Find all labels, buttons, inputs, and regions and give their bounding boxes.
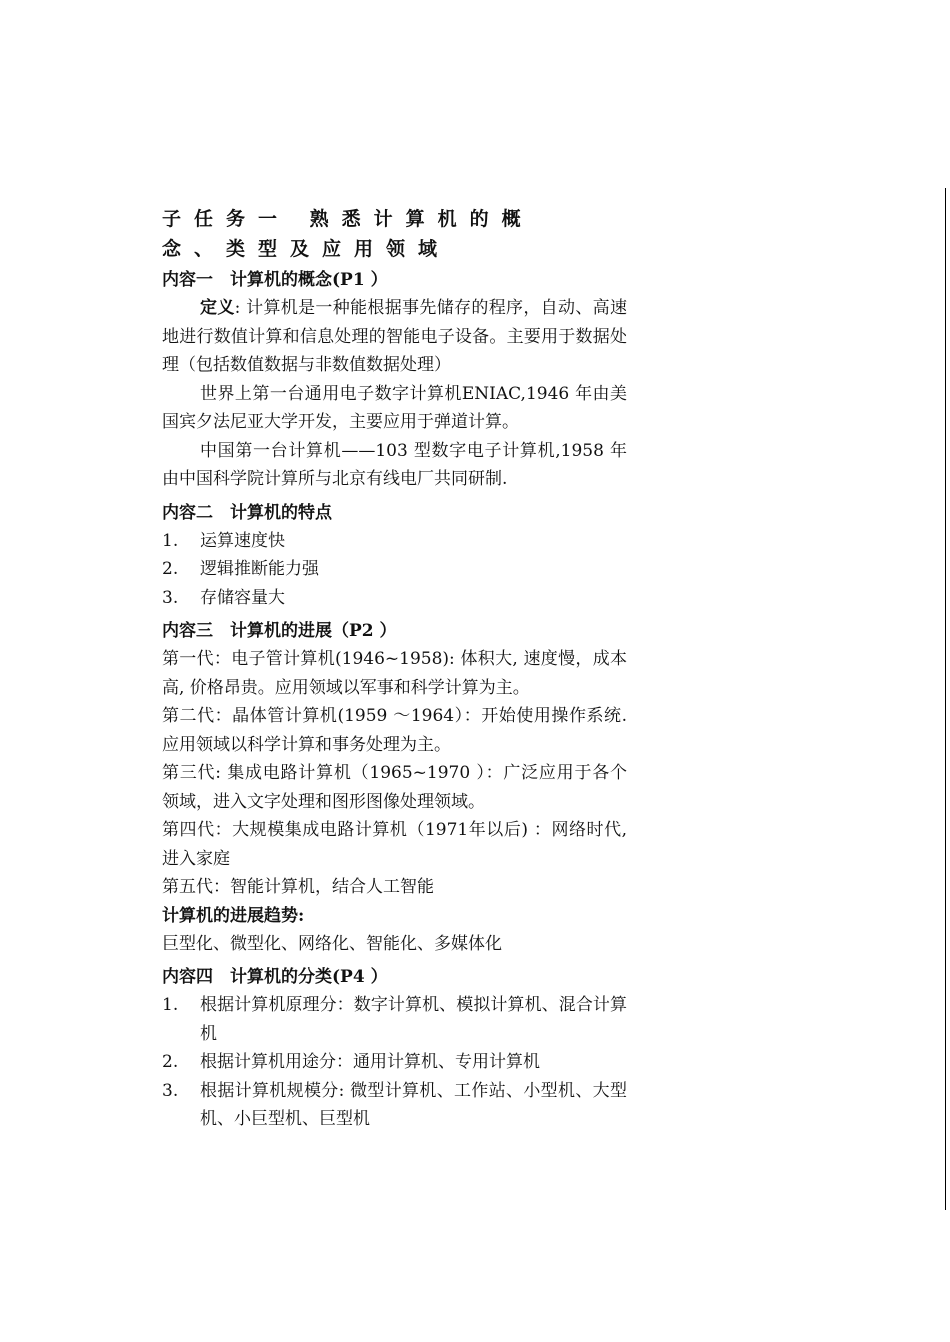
eniac-paragraph: 世界上第一台通用电子数字计算机ENIAC,1946 年由美国宾夕法尼亚大学开发，主要应用于弹道计算。 xyxy=(162,383,627,432)
section-4-heading: 内容四 计算机的分类(P4 ） xyxy=(162,967,388,987)
page-edge-line xyxy=(945,188,946,1210)
list-item-text: 根据计算机规模分: 微型计算机、工作站、小型机、大型机、小巨型机、巨型机 xyxy=(200,1080,627,1129)
title-line-2: 念、类型及应用领域 xyxy=(162,238,451,260)
list-item-text: 根据计算机用途分：通用计算机、专用计算机 xyxy=(200,1052,540,1072)
list-item xyxy=(162,584,627,613)
list-item-number: 2. xyxy=(162,1052,179,1072)
list-item xyxy=(162,1048,627,1077)
list-item xyxy=(162,991,627,1048)
generation-4-paragraph: 第四代：大规模集成电路计算机（1971年以后) ：网络时代, 进入家庭 xyxy=(162,820,627,869)
list-item xyxy=(162,527,627,556)
definition-label: 定义 xyxy=(200,298,235,318)
list-item-number: 3. xyxy=(162,587,179,608)
list-item-number: 1. xyxy=(162,530,179,551)
generation-2-paragraph: 第二代：晶体管计算机(1959 ～1964）：开始使用操作系统. 应用领域以科学计算和事务处理为主。 xyxy=(162,706,627,755)
document-body xyxy=(162,204,627,1134)
list-item xyxy=(162,555,627,584)
generation-5-paragraph: 第五代：智能计算机，结合人工智能 xyxy=(162,877,434,897)
definition-text: : 计算机是一种能根据事先储存的程序，自动、高速地进行数值计算和信息处理的智能电子设备。主要用于数据处理（包括数值数据与非数值数据处理） xyxy=(162,298,627,375)
list-item-number: 2. xyxy=(162,559,179,579)
generation-3-paragraph: 第三代: 集成电路计算机（1965~1970 ）：广泛应用于各个领域，进入文字处理和图形图像处理领域。 xyxy=(162,763,627,812)
section-1-heading: 内容一 计算机的概念(P1 ） xyxy=(162,270,388,290)
trend-text: 巨型化、微型化、网络化、智能化、多媒体化 xyxy=(162,933,502,954)
list-item-number: 3. xyxy=(162,1080,179,1101)
list-item-text: 存储容量大 xyxy=(200,587,285,608)
document-title xyxy=(162,204,627,264)
title-line-1: 子任务一 熟悉计算机的概 xyxy=(162,208,534,230)
list-item-text: 逻辑推断能力强 xyxy=(200,559,319,579)
definition-paragraph xyxy=(162,294,627,380)
classification-list xyxy=(162,991,627,1134)
china-first-computer-paragraph: 中国第一台计算机——103 型数字电子计算机,1958 年由中国科学院计算所与北京有线电厂共同研制. xyxy=(162,440,627,489)
list-item xyxy=(162,1077,627,1134)
list-item-text: 根据计算机原理分：数字计算机、模拟计算机、混合计算机 xyxy=(200,995,627,1044)
section-2-heading: 内容二 计算机的特点 xyxy=(162,502,332,523)
features-list xyxy=(162,527,627,613)
trend-heading: 计算机的进展趋势: xyxy=(162,905,305,926)
list-item-number: 1. xyxy=(162,995,179,1015)
section-3-heading: 内容三 计算机的进展（P2 ） xyxy=(162,621,397,641)
list-item-text: 运算速度快 xyxy=(200,530,285,551)
generation-1-paragraph: 第一代：电子管计算机(1946~1958): 体积大, 速度慢，成本高, 价格昂贵。应用领域以军事和科学计算为主。 xyxy=(162,649,627,698)
